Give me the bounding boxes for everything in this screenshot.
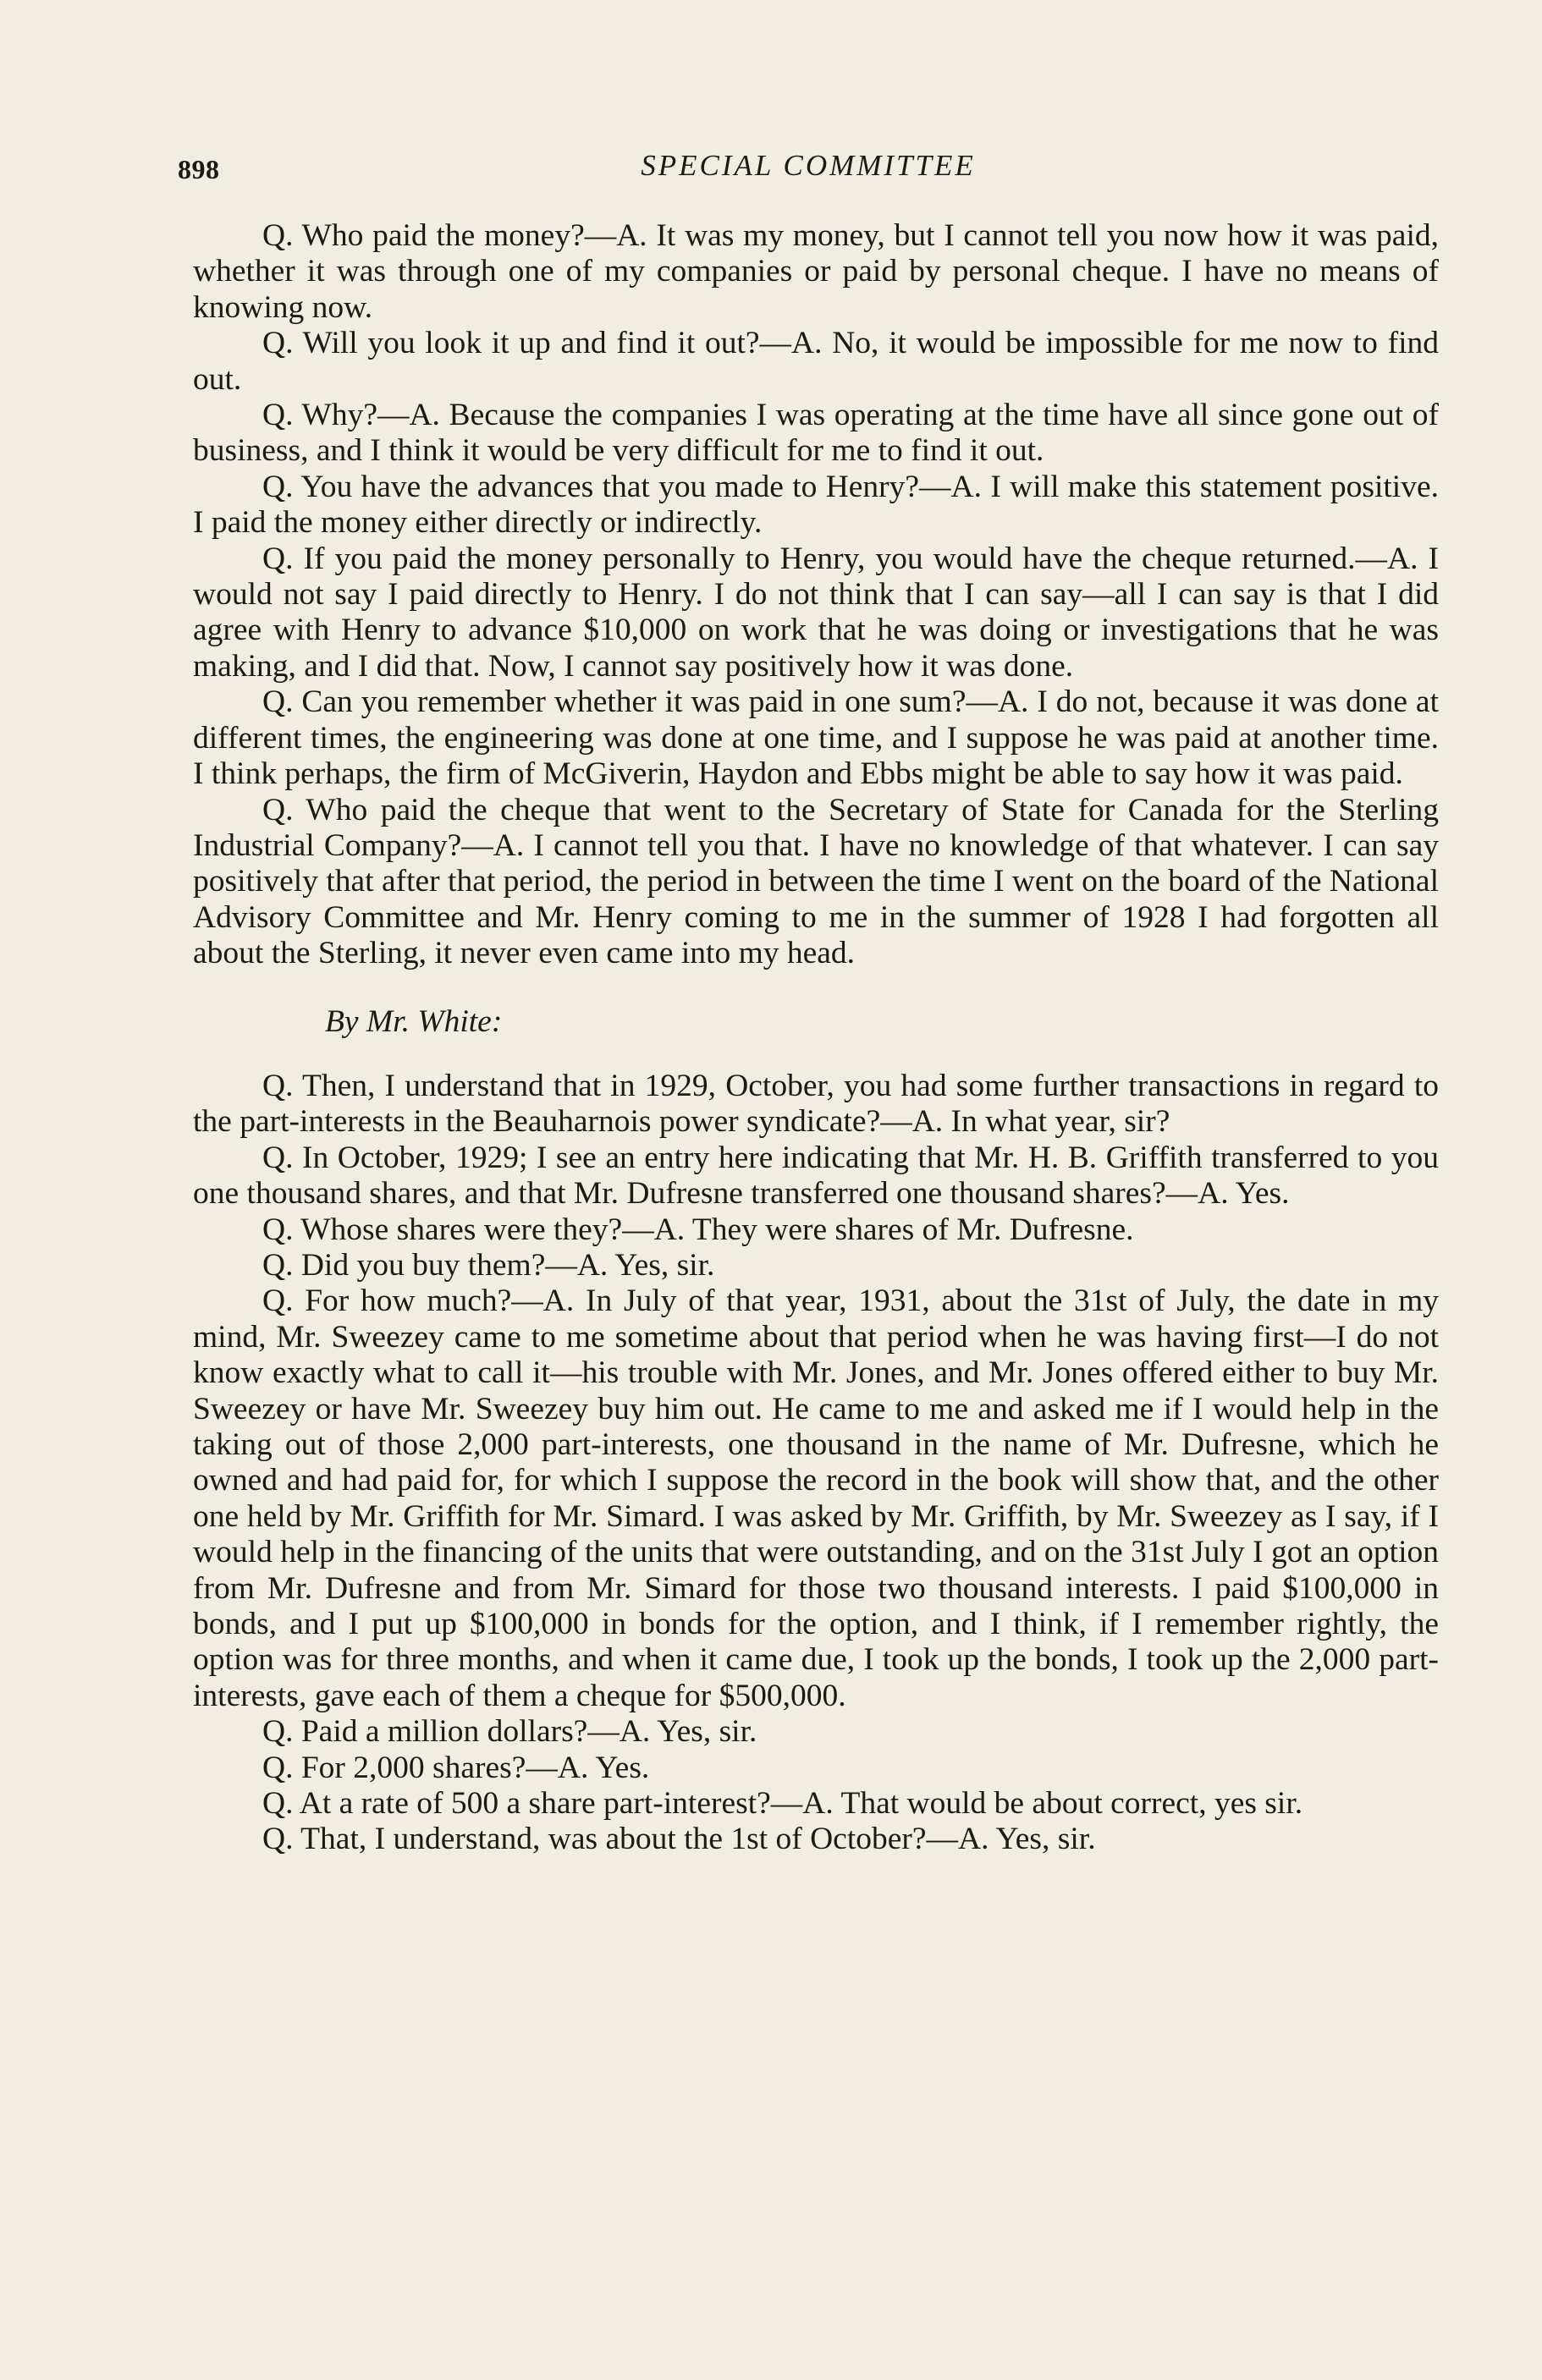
testimony-paragraph: Q. Who paid the cheque that went to the Secretary of State for Canada for the Sterling Industrial Company?—A. I cannot tell you that. I have no knowledge of that whatever. I can say positively that after that period, the period in between the time I went on the board of the National Advisory Committee and Mr. Henry coming to me in the summer of 1928 I had forgotten all about the Sterling, it never even came into my head. xyxy=(193,792,1439,971)
testimony-paragraph: Q. Who paid the money?—A. It was my money, but I cannot tell you now how it was paid, whether it was through one of my companies or paid by personal cheque. I have no means of knowing now. xyxy=(193,218,1439,325)
testimony-paragraph: Q. Whose shares were they?—A. They were shares of Mr. Dufresne. xyxy=(262,1212,1134,1247)
testimony-paragraph: Q. Can you remember whether it was paid in one sum?—A. I do not, because it was done at different times, the engineering was done at one time, and I suppose he was paid at another time. I think perhaps, the firm of McGiverin, Haydon and Ebbs might be able to say how it was paid. xyxy=(193,684,1439,792)
testimony-paragraph: Q. In October, 1929; I see an entry here indicating that Mr. H. B. Griffith transferred to you one thousand shares, and that Mr. Dufresne transferred one thousand shares?—A. Yes. xyxy=(193,1140,1439,1212)
testimony-paragraph: Q. Will you look it up and find it out?—A. No, it would be impossible for me now to find out. xyxy=(193,326,1439,397)
speaker-heading: By Mr. White: xyxy=(325,1003,503,1039)
testimony-paragraph: Q. Why?—A. Because the companies I was operating at the time have all since gone out of business, and I think it would be very difficult for me to find it out. xyxy=(193,398,1439,469)
testimony-paragraph: Q. For 2,000 shares?—A. Yes. xyxy=(262,1750,650,1785)
testimony-paragraph: Q. That, I understand, was about the 1st of October?—A. Yes, sir. xyxy=(262,1822,1096,1857)
testimony-paragraph: Q. Did you buy them?—A. Yes, sir. xyxy=(262,1247,715,1283)
testimony-paragraph: Q. At a rate of 500 a share part-interest?—A. That would be about correct, yes sir. xyxy=(262,1786,1303,1822)
testimony-paragraph: Q. Paid a million dollars?—A. Yes, sir. xyxy=(262,1714,757,1750)
testimony-paragraph: Q. You have the advances that you made to Henry?—A. I will make this statement positive. I paid the money either directly or indirectly. xyxy=(193,469,1439,541)
page-number: 898 xyxy=(178,154,220,184)
testimony-paragraph: Q. If you paid the money personally to Henry, you would have the cheque returned.—A. I would not say I paid directly to Henry. I do not think that I can say—all I can say is that I did agree with Henry to advance $10,000 on work that he was doing or investigations that he was making, and I did that. Now, I cannot say positively how it was done. xyxy=(193,541,1439,684)
running-head: SPECIAL COMMITTEE xyxy=(641,149,976,182)
testimony-body xyxy=(193,218,1439,1858)
testimony-paragraph: Q. For how much?—A. In July of that year, 1931, about the 31st of July, the date in my mind, Mr. Sweezey came to me sometime about that period when he was having first—I do not know exactly what to call it—his trouble with Mr. Jones, and Mr. Jones offered either to buy Mr. Sweezey or have Mr. Sweezey buy him out. He came to me and asked me if I would help in the taking out of those 2,000 part-interests, one thousand in the name of Mr. Dufresne, which he owned and had paid for, for which I suppose the record in the book will show that, and the other one held by Mr. Griffith for Mr. Simard. I was asked by Mr. Griffith, by Mr. Sweezey as I say, if I would help in the financing of the units that were outstanding, and on the 31st July I got an option from Mr. Dufresne and from Mr. Simard for those two thousand interests. I paid $100,000 in bonds, and I put up $100,000 in bonds for the option, and I think, if I remember rightly, the option was for three months, and when it came due, I took up the bonds, I took up the 2,000 part-interests, gave each of them a cheque for $500,000. xyxy=(193,1283,1439,1713)
page-header xyxy=(178,149,1439,191)
testimony-paragraph: Q. Then, I understand that in 1929, October, you had some further transactions in regard to the part-interests in the Beauharnois power syndicate?—A. In what year, sir? xyxy=(193,1068,1439,1140)
